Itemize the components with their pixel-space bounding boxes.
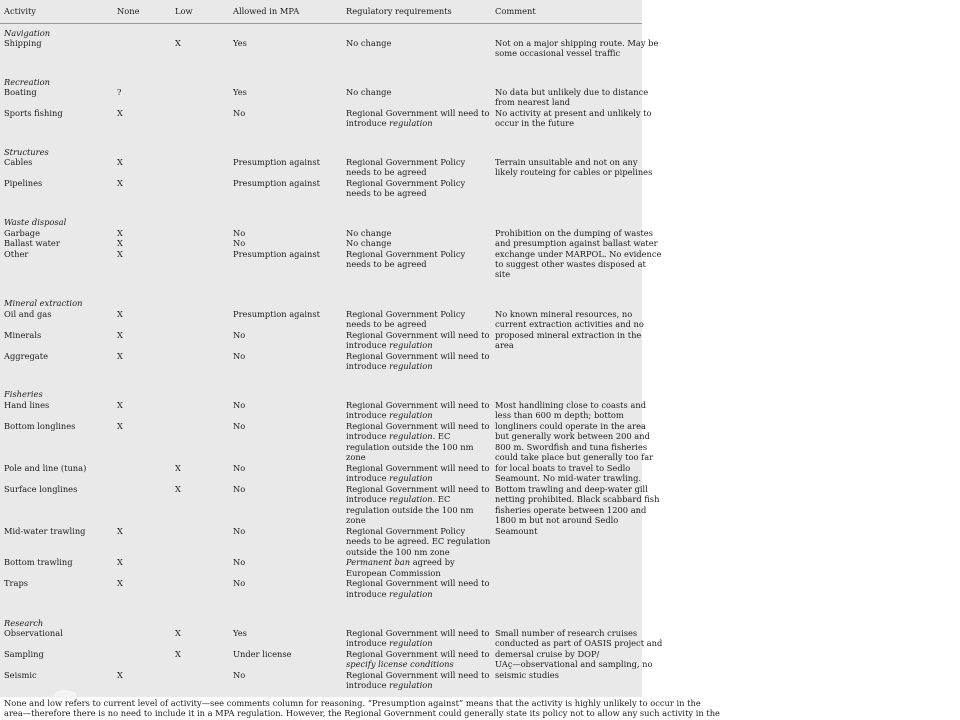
allowed-value: Presumption against — [233, 178, 320, 188]
reg-line: needs to be agreed. EC regulation — [346, 536, 491, 546]
comment-line: conducted as part of OASIS project and — [495, 638, 663, 648]
comment-line: current extraction activities and no — [495, 319, 644, 329]
reg-line: Regional Government will need to — [346, 670, 490, 680]
section-recreation: Recreation — [4, 77, 50, 87]
reg-line: needs to be agreed — [346, 319, 427, 329]
comment-line: site — [495, 269, 511, 279]
comment-line: Small number of research cruises — [495, 628, 638, 638]
reg-line: Regional Government will need to — [346, 351, 490, 361]
allowed-value: No — [233, 484, 246, 494]
allowed-value: No — [233, 526, 246, 536]
reg-line: Regional Government Policy — [346, 526, 466, 536]
reg-line: introduce regulation. EC — [346, 494, 451, 504]
none-mark: ? — [117, 87, 122, 97]
allowed-value: Presumption against — [233, 309, 320, 319]
comment-line: Seamount — [495, 526, 538, 536]
table-footnote — [4, 698, 720, 719]
comment-line: could take place but generally too far — [495, 452, 654, 462]
comment-line: less than 600 m depth; bottom — [495, 410, 624, 420]
reg-line: needs to be agreed — [346, 167, 427, 177]
comment-line: to suggest other wastes disposed at — [495, 259, 646, 269]
none-mark: X — [117, 178, 123, 188]
comment-line: No activity at present and unlikely to — [495, 108, 652, 118]
row-bottom-longlines: Bottom longlines — [4, 421, 76, 431]
none-mark: X — [117, 238, 123, 248]
reg-line: needs to be agreed — [346, 259, 427, 269]
col-low: Low — [175, 6, 193, 16]
reg-line: introduce regulation — [346, 361, 433, 371]
allowed-value: No — [233, 463, 246, 473]
comment-line: 1800 m but not around Sedlo — [495, 515, 619, 525]
low-mark: X — [175, 463, 181, 473]
row-pipelines: Pipelines — [4, 178, 43, 188]
comment-line: demersal cruise by DOP/ — [495, 649, 600, 659]
none-mark: X — [117, 670, 123, 680]
comment-line: Bottom trawling and deep-water gill — [495, 484, 648, 494]
comment-line: netting prohibited. Black scabbard fish — [495, 494, 660, 504]
comment-line: exchange under MARPOL. No evidence — [495, 249, 662, 259]
allowed-value: No — [233, 578, 246, 588]
row-observational: Observational — [4, 628, 63, 638]
reg-line: introduce regulation — [346, 473, 433, 483]
col-regulatory: Regulatory requirements — [346, 6, 452, 16]
allowed-value: No — [233, 108, 246, 118]
comment-line: No data but unlikely due to distance — [495, 87, 649, 97]
reg-value: No change — [346, 38, 392, 48]
none-mark: X — [117, 309, 123, 319]
reg-line: Regional Government will need to — [346, 330, 490, 340]
row-shipping: Shipping — [4, 38, 42, 48]
col-activity: Activity — [4, 6, 36, 16]
none-mark: X — [117, 108, 123, 118]
reg-line: zone — [346, 515, 366, 525]
row-aggregate: Aggregate — [4, 351, 48, 361]
none-mark: X — [117, 157, 123, 167]
comment-line: some occasional vessel traffic — [495, 48, 621, 58]
allowed-value: Under license — [233, 649, 292, 659]
col-comment: Comment — [495, 6, 536, 16]
reg-line: regulation outside the 100 nm — [346, 442, 474, 452]
allowed-value: Presumption against — [233, 157, 320, 167]
reg-value: No change — [346, 87, 392, 97]
reg-line: Regional Government will need to — [346, 108, 490, 118]
row-surface-longlines: Surface longlines — [4, 484, 78, 494]
reg-line: Regional Government will need to — [346, 578, 490, 588]
none-mark: X — [117, 557, 123, 567]
col-allowed: Allowed in MPA — [233, 6, 300, 16]
allowed-value: No — [233, 238, 246, 248]
none-mark: X — [117, 421, 123, 431]
comment-line: for local boats to travel to Sedlo — [495, 463, 631, 473]
allowed-value: Yes — [233, 628, 247, 638]
row-pole-and-line: Pole and line (tuna) — [4, 463, 87, 473]
none-mark: X — [117, 400, 123, 410]
reg-line: Regional Government will need to — [346, 421, 490, 431]
row-cables: Cables — [4, 157, 33, 167]
comment-line: but generally work between 200 and — [495, 431, 650, 441]
reg-line: Regional Government will need to — [346, 649, 490, 659]
comment-line: area — [495, 340, 514, 350]
row-mid-water-trawling: Mid-water trawling — [4, 526, 86, 536]
none-mark: X — [117, 228, 123, 238]
section-fisheries: Fisheries — [4, 389, 43, 399]
comment-line: Seamount. No mid-water trawling. — [495, 473, 642, 483]
reg-line: outside the 100 nm zone — [346, 547, 450, 557]
reg-value: No change — [346, 228, 392, 238]
reg-line: introduce regulation — [346, 589, 433, 599]
row-minerals: Minerals — [4, 330, 42, 340]
allowed-value: No — [233, 228, 246, 238]
reg-line: Permanent ban agreed by — [346, 557, 455, 567]
reg-line: introduce regulation — [346, 638, 433, 648]
comment-line: Terrain unsuitable and not on any — [495, 157, 638, 167]
row-seismic: Seismic — [4, 670, 37, 680]
allowed-value: Presumption against — [233, 249, 320, 259]
comment-line: UAç—observational and sampling, no — [495, 659, 653, 669]
reg-line: Regional Government Policy — [346, 249, 466, 259]
row-hand-lines: Hand lines — [4, 400, 50, 410]
none-mark: X — [117, 330, 123, 340]
comment-line: occur in the future — [495, 118, 575, 128]
comment-line: Prohibition on the dumping of wastes — [495, 228, 653, 238]
low-mark: X — [175, 649, 181, 659]
allowed-value: No — [233, 351, 246, 361]
comment-line: from nearest land — [495, 97, 571, 107]
row-other: Other — [4, 249, 29, 259]
row-oil-and-gas: Oil and gas — [4, 309, 52, 319]
allowed-value: No — [233, 400, 246, 410]
low-mark: X — [175, 484, 181, 494]
reg-line: Regional Government will need to — [346, 400, 490, 410]
comment-line: Most handlining close to coasts and — [495, 400, 647, 410]
none-mark: X — [117, 578, 123, 588]
comment-line: seismic studies — [495, 670, 559, 680]
footnote-line: None and low refers to current level of activity—see comments column for reasoning. “Presumption against” means that the activity is highly unlikely to occur in the — [4, 698, 701, 708]
allowed-value: No — [233, 670, 246, 680]
section-mineral-extraction: Mineral extraction — [4, 298, 83, 308]
reg-line: introduce regulation. EC — [346, 431, 451, 441]
comment-line: fisheries operate between 1200 and — [495, 505, 647, 515]
comment-line: and presumption against ballast water — [495, 238, 658, 248]
none-mark: X — [117, 526, 123, 536]
none-mark: X — [117, 249, 123, 259]
allowed-value: No — [233, 421, 246, 431]
comment-line: 800 m. Swordfish and tuna fisheries — [495, 442, 648, 452]
reg-line: zone — [346, 452, 366, 462]
reg-line: specify license conditions — [346, 659, 454, 669]
footnote-line: area—therefore there is no need to include it in a MPA regulation. However, the Regional Government could generally state its policy not to allow any such activity in the — [4, 708, 720, 719]
row-traps: Traps — [4, 578, 29, 588]
table-header — [0, 0, 642, 24]
reg-line: Regional Government will need to — [346, 463, 490, 473]
low-mark: X — [175, 628, 181, 638]
row-bottom-trawling: Bottom trawling — [4, 557, 73, 567]
reg-line: Regional Government Policy — [346, 309, 466, 319]
comment-line: longliners could operate in the area — [495, 421, 646, 431]
reg-line: introduce regulation — [346, 118, 433, 128]
comment-line: Not on a major shipping route. May be — [495, 38, 659, 48]
reg-line: regulation outside the 100 nm — [346, 505, 474, 515]
reg-line: Regional Government Policy — [346, 157, 466, 167]
col-none: None — [117, 6, 140, 16]
row-boating: Boating — [4, 87, 37, 97]
allowed-value: Yes — [233, 87, 247, 97]
section-navigation: Navigation — [4, 28, 51, 38]
row-sampling: Sampling — [4, 649, 44, 659]
comment-line: No known mineral resources, no — [495, 309, 633, 319]
reg-line: Regional Government Policy — [346, 178, 466, 188]
section-waste-disposal: Waste disposal — [4, 217, 67, 227]
row-garbage: Garbage — [4, 228, 41, 238]
comment-line: likely routeing for cables or pipelines — [495, 167, 653, 177]
row-ballast-water: Ballast water — [4, 238, 60, 248]
reg-line: needs to be agreed — [346, 188, 427, 198]
section-research: Research — [4, 618, 44, 628]
reg-line: Regional Government will need to — [346, 628, 490, 638]
reg-line: Regional Government will need to — [346, 484, 490, 494]
allowed-value: Yes — [233, 38, 247, 48]
row-sports-fishing: Sports fishing — [4, 108, 63, 118]
reg-value: No change — [346, 238, 392, 248]
low-mark: X — [175, 38, 181, 48]
allowed-value: No — [233, 330, 246, 340]
section-structures: Structures — [4, 147, 49, 157]
allowed-value: No — [233, 557, 246, 567]
comment-line: proposed mineral extraction in the — [495, 330, 642, 340]
reg-line: introduce regulation — [346, 410, 433, 420]
reg-line: introduce regulation — [346, 680, 433, 690]
reg-line: introduce regulation — [346, 340, 433, 350]
reg-line: European Commission — [346, 568, 441, 578]
none-mark: X — [117, 351, 123, 361]
